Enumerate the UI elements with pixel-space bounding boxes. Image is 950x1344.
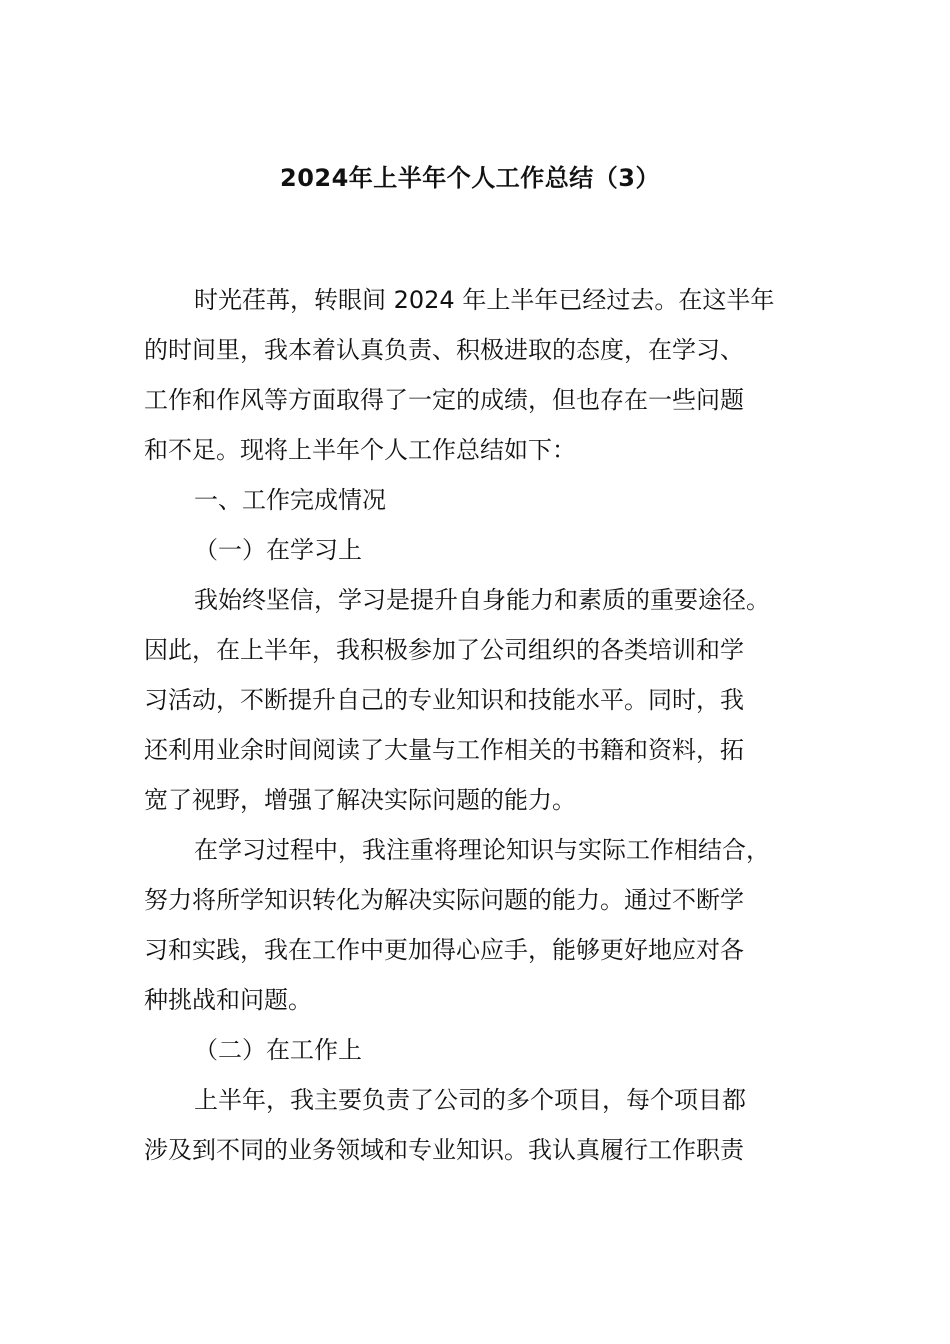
paragraph-3-line-2: 努力将所学知识转化为解决实际问题的能力。通过不断学 <box>144 886 744 914</box>
document-title: 2024年上半年个人工作总结（3） <box>280 164 660 192</box>
paragraph-1-line-2: 的时间里，我本着认真负责、积极进取的态度，在学习、 <box>144 336 744 364</box>
paragraph-2-line-4: 还利用业余时间阅读了大量与工作相关的书籍和资料，拓 <box>144 736 744 764</box>
subsection-heading-2: （二）在工作上 <box>194 1036 362 1064</box>
paragraph-3-line-4: 种挑战和问题。 <box>144 986 312 1014</box>
paragraph-2-line-1: 我始终坚信，学习是提升自身能力和素质的重要途径。 <box>194 586 770 614</box>
paragraph-1-line-3: 工作和作风等方面取得了一定的成绩，但也存在一些问题 <box>144 386 744 414</box>
section-heading-1: 一、工作完成情况 <box>194 486 386 514</box>
subsection-heading-1: （一）在学习上 <box>194 536 362 564</box>
paragraph-1-line-1: 时光荏苒，转眼间 2024 年上半年已经过去。在这半年 <box>194 286 775 314</box>
paragraph-2-line-5: 宽了视野，增强了解决实际问题的能力。 <box>144 786 576 814</box>
paragraph-4-line-1: 上半年，我主要负责了公司的多个项目，每个项目都 <box>194 1086 746 1114</box>
paragraph-3-line-1: 在学习过程中，我注重将理论知识与实际工作相结合， <box>194 836 770 864</box>
paragraph-3-line-3: 习和实践，我在工作中更加得心应手，能够更好地应对各 <box>144 936 744 964</box>
paragraph-1-line-4: 和不足。现将上半年个人工作总结如下： <box>144 436 576 464</box>
paragraph-2-line-3: 习活动，不断提升自己的专业知识和技能水平。同时，我 <box>144 686 744 714</box>
paragraph-2-line-2: 因此，在上半年，我积极参加了公司组织的各类培训和学 <box>144 636 744 664</box>
paragraph-4-line-2: 涉及到不同的业务领域和专业知识。我认真履行工作职责 <box>144 1136 744 1164</box>
